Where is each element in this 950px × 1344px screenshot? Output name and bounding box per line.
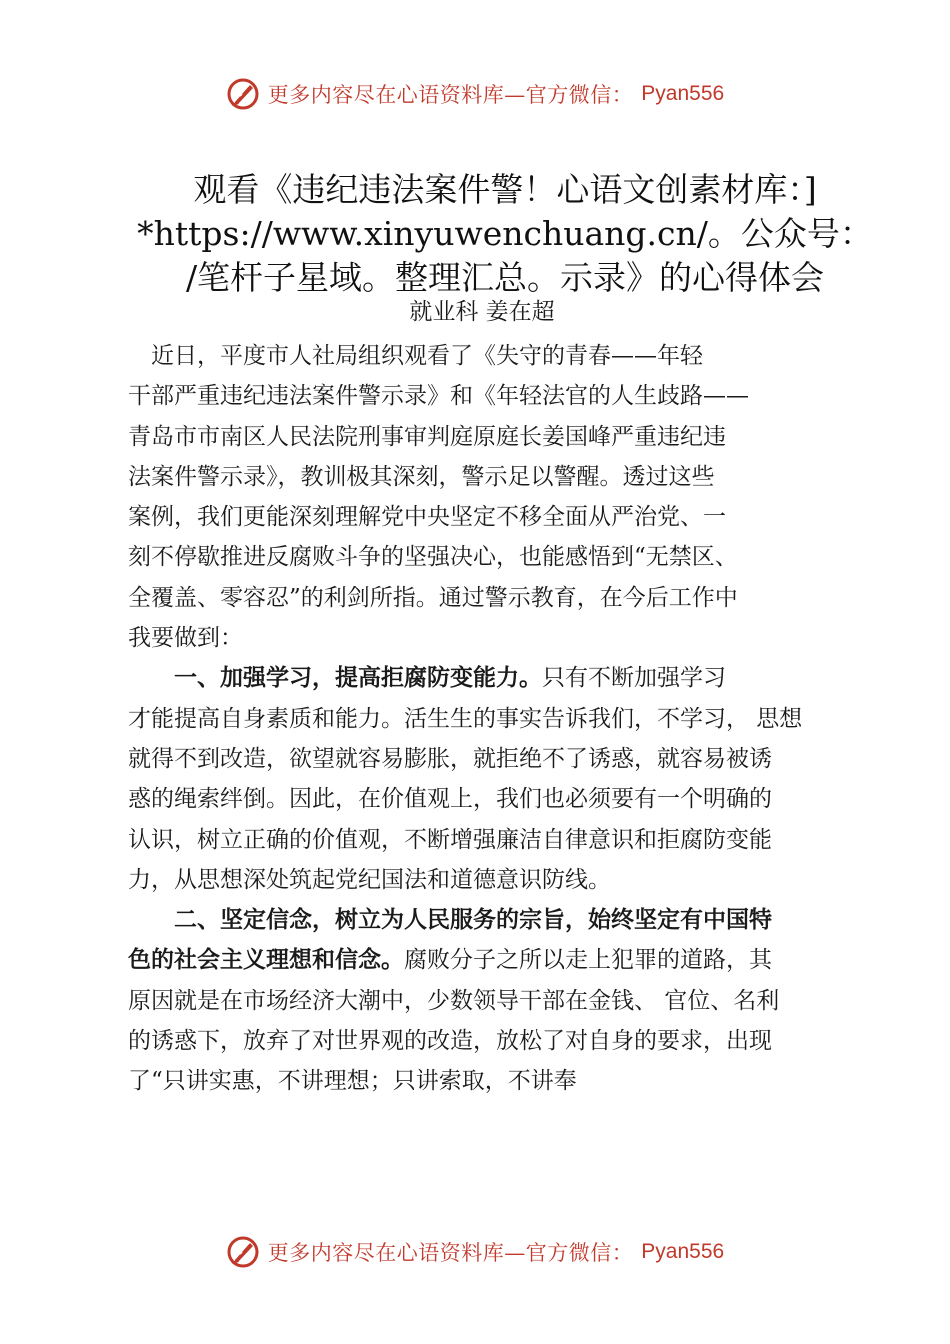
text-line: 全覆盖、零容忍”的利剑所指。通过警示教育，在今后工作中 [128,584,738,611]
text-line: 刻不停歇推进反腐败斗争的坚强决心，也能感悟到“无禁区、 [128,544,738,571]
text-line: 我要做到： [128,625,243,652]
text-span: 腐败分子之所以走上犯罪的道路，其 [404,947,772,974]
banner-wechat-id: Pyan556 [641,82,725,105]
text-line: 青岛市市南区人民法院刑事审判庭原庭长姜国峰严重违纪违 [128,423,726,450]
document-title [120,168,890,300]
text-line: 法案件警示录》，教训极其深刻，警示足以警醒。透过这些 [128,463,715,490]
section-heading-2: 二、坚定信念，树立为人民服务的宗旨，始终坚定有中国特 [128,906,772,934]
pen-quill-logo-icon [226,1235,260,1269]
title-line: *https://www.xinyuwenchuang.cn/。公众号： [137,214,873,253]
pen-quill-logo-icon [226,77,260,111]
header-banner [0,72,950,116]
text-line: 认识，树立正确的价值观，不断增强廉洁自律意识和拒腐防变能 [128,826,772,853]
paragraph-2 [128,658,848,900]
text-line: 力，从思想深处筑起党纪国法和道德意识防线。 [128,866,611,893]
text-line: 就得不到改造，欲望就容易膨胀，就拒绝不了诱惑，就容易被诱 [128,745,772,772]
text-line: 了“只讲实惠，不讲理想；只讲索取，不讲奉 [128,1068,577,1095]
text-line: 才能提高自身素质和能力。活生生的事实告诉我们，不学习， 思想 [128,705,803,732]
text-line: 案例，我们更能深刻理解党中央坚定不移全面从严治党、一 [128,504,726,531]
author-line: 就业科 姜在超 [409,299,555,325]
text-line: 原因就是在市场经济大潮中，少数领导干部在金钱、 官位、名利 [128,987,780,1014]
section-heading-1: 一、加强学习，提高拒腐防变能力。 [128,664,542,692]
text-line: 的诱惑下，放弃了对世界观的改造，放松了对自身的要求，出现 [128,1028,772,1055]
section-heading-2-cont: 色的社会主义理想和信念。 [128,946,404,974]
banner-text: 更多内容尽在心语资料库—官方微信： [267,1241,634,1265]
banner-text: 更多内容尽在心语资料库—官方微信： [267,83,634,107]
text-span: 只有不断加强学习 [542,665,726,692]
document-body [128,336,848,1102]
text-line [128,940,848,980]
paragraph-1 [128,336,848,658]
text-line [128,658,848,698]
footer-banner [0,1230,950,1274]
text-line: 惑的绳索绊倒。因此，在价值观上，我们也必须要有一个明确的 [128,786,772,813]
text-line: 近日，平度市人社局组织观看了《失守的青春——年轻 [128,343,703,369]
paragraph-3 [128,900,848,1101]
title-line: /笔杆子星域。整理汇总。示录》的心得体会 [185,258,825,297]
text-line: 干部严重违纪违法案件警示录》和《年轻法官的人生歧路—— [128,383,749,410]
title-line: 观看《违纪违法案件警！心语文创素材库：] [193,170,817,209]
banner-wechat-id: Pyan556 [641,1240,725,1263]
